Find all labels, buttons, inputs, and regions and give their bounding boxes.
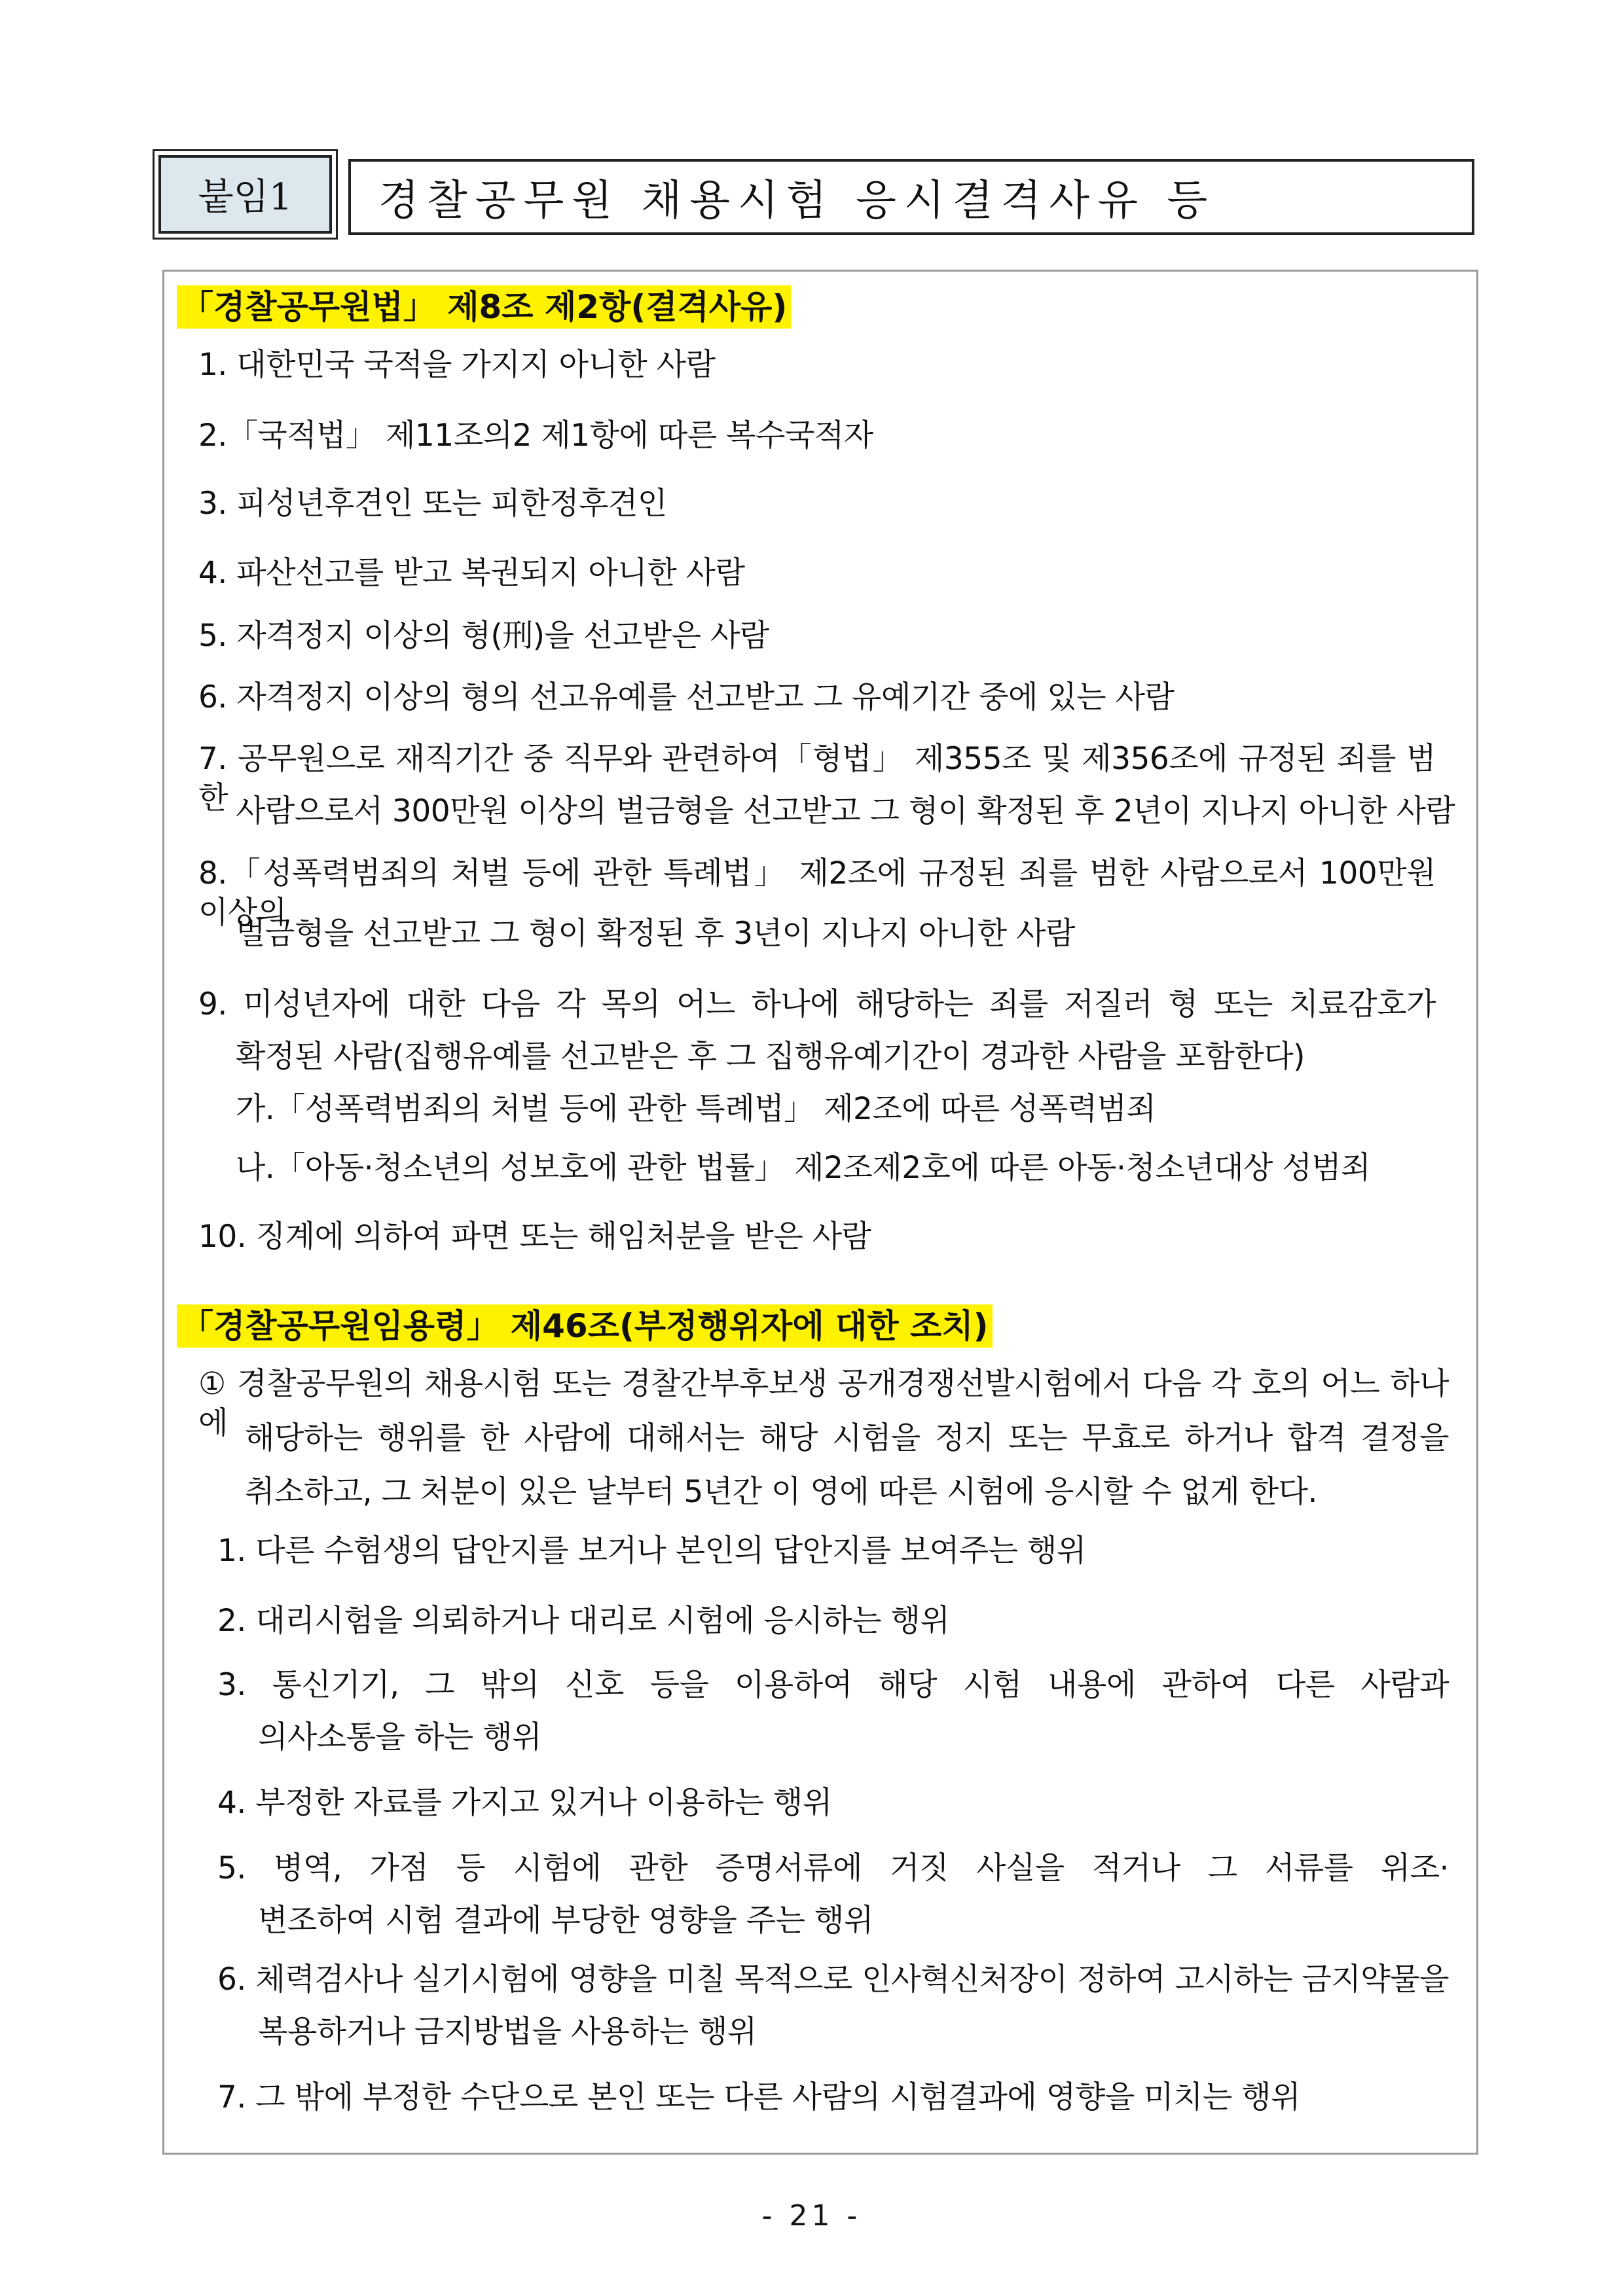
section2-para-line2: 해당하는 행위를 한 사람에 대해서는 해당 시험을 정지 또는 무효로 하거나 합격 결정을	[245, 1420, 1449, 1456]
section2-para-line3: 취소하고, 그 처분이 있은 날부터 5년간 이 영에 따른 시험에 응시할 수 없게 한다.	[245, 1474, 1317, 1510]
section1-item-7-line2: 사람으로서 300만원 이상의 벌금형을 선고받고 그 형이 확정된 후 2년이 지나지 아니한 사람	[236, 793, 1455, 829]
section2-item-6-line2: 복용하거나 금지방법을 사용하는 행위	[258, 2014, 757, 2050]
document-title: 경찰공무원 채용시험 응시결격사유 등	[348, 159, 1474, 235]
section2-heading: 「경찰공무원임용령」 제46조(부정행위자에 대한 조치)	[177, 1304, 993, 1348]
section2-item-1: 1. 다른 수험생의 답안지를 보거나 본인의 답안지를 보여주는 행위	[217, 1533, 1086, 1569]
section2-item-6-line1: 6. 체력검사나 실기시험에 영향을 미칠 목적으로 인사혁신처장이 정하여 고시하는 금지약물을	[217, 1962, 1449, 1998]
section2-item-3-line2: 의사소통을 하는 행위	[258, 1719, 541, 1755]
section1-item-2: 2.「국적법」 제11조의2 제1항에 따른 복수국적자	[198, 418, 873, 454]
section1-item-5: 5. 자격정지 이상의 형(刑)을 선고받은 사람	[198, 618, 769, 654]
section1-item-9-sub-na: 나.「아동·청소년의 성보호에 관한 법률」 제2조제2호에 따른 아동·청소년대상 성범죄	[236, 1150, 1371, 1186]
section1-item-9-line1: 9. 미성년자에 대한 다음 각 목의 어느 하나에 해당하는 죄를 저질러 형 또는 치료감호가	[198, 986, 1436, 1022]
section1-item-4: 4. 파산선고를 받고 복권되지 아니한 사람	[198, 555, 745, 591]
section1-item-1: 1. 대한민국 국적을 가지지 아니한 사람	[198, 347, 716, 383]
section2-para-line1: ① 경찰공무원의 채용시험 또는 경찰간부후보생 공개경쟁선발시험에서 다음 각 호의 어느 하나에	[198, 1366, 1449, 1441]
attachment-tag: 붙임1	[158, 155, 332, 234]
section1-item-8-line2: 벌금형을 선고받고 그 형이 확정된 후 3년이 지나지 아니한 사람	[236, 916, 1075, 952]
section2-item-7: 7. 그 밖에 부정한 수단으로 본인 또는 다른 사람의 시험결과에 영향을 미치는 행위	[217, 2079, 1300, 2115]
section1-item-9-line2: 확정된 사람(집행유예를 선고받은 후 그 집행유예기간이 경과한 사람을 포함한다)	[236, 1039, 1305, 1075]
section1-item-9-sub-ga: 가.「성폭력범죄의 처벌 등에 관한 특례법」 제2조에 따른 성폭력범죄	[236, 1091, 1156, 1127]
section1-heading: 「경찰공무원법」 제8조 제2항(결격사유)	[177, 285, 791, 329]
section2-item-2: 2. 대리시험을 의뢰하거나 대리로 시험에 응시하는 행위	[217, 1603, 950, 1639]
section2-item-5-line2: 변조하여 시험 결과에 부당한 영향을 주는 행위	[258, 1903, 873, 1939]
page-number: - 21 -	[761, 2199, 862, 2233]
section2-item-4: 4. 부정한 자료를 가지고 있거나 이용하는 행위	[217, 1785, 832, 1821]
section2-item-5-line1: 5. 병역, 가점 등 시험에 관한 증명서류에 거짓 사실을 적거나 그 서류를 위조·	[217, 1850, 1449, 1886]
section1-item-6: 6. 자격정지 이상의 형의 선고유예를 선고받고 그 유예기간 중에 있는 사람	[198, 679, 1175, 715]
section2-item-3-line1: 3. 통신기기, 그 밖의 신호 등을 이용하여 해당 시험 내용에 관하여 다른 사람과	[217, 1667, 1449, 1703]
section1-item-7-line1: 7. 공무원으로 재직기간 중 직무와 관련하여「형법」 제355조 및 제356조에 규정된 죄를 범한	[198, 741, 1436, 816]
section1-item-3: 3. 피성년후견인 또는 피한정후견인	[198, 486, 667, 522]
section1-item-8-line1: 8.「성폭력범죄의 처벌 등에 관한 특례법」 제2조에 규정된 죄를 범한 사람으로서 100만원 이상의	[198, 855, 1436, 931]
section1-item-10: 10. 징계에 의하여 파면 또는 해임처분을 받은 사람	[198, 1219, 871, 1255]
